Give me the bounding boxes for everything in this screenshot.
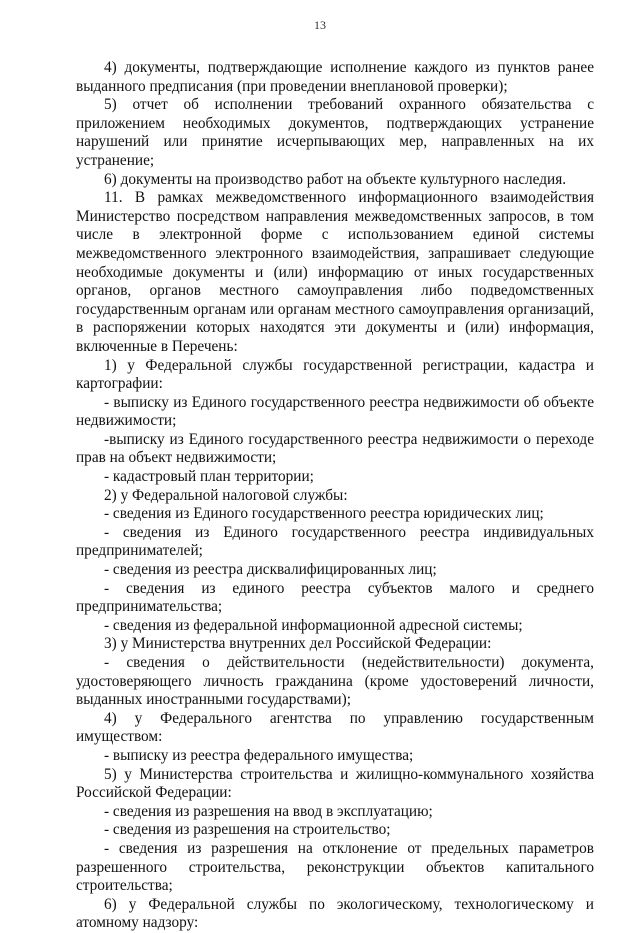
paragraph: - сведения из Единого государственного реестра юридических лиц; <box>104 505 544 523</box>
paragraph: - сведения из федеральной информационной адресной системы; <box>104 616 523 634</box>
paragraph: 6) у Федеральной службы по экологическому, технологическому и атомному надзору: <box>76 895 594 932</box>
paragraph: -выписку из Единого государственного реестра недвижимости о переходе прав на объект недвижимости; <box>76 430 594 467</box>
paragraph: - сведения из разрешения на отклонение от предельных параметров разрешенного строительства, реконструкции объектов капитального строительства; <box>76 839 594 895</box>
paragraph: - кадастровый план территории; <box>104 468 314 486</box>
paragraph: 3) у Министерства внутренних дел Российской Федерации: <box>104 635 492 653</box>
paragraph: 6) документы на производство работ на объекте культурного наследия. <box>104 170 567 188</box>
paragraph: - сведения о действительности (недействительности) документа, удостоверяющего личность гражданина (кроме удостоверений личности, выданных иностранными государствами); <box>76 654 594 709</box>
paragraph: - сведения из разрешения на ввод в эксплуатацию; <box>104 802 433 820</box>
paragraph: 11. В рамках межведомственного информационного взаимодействия Министерство посредством направления межведомственных запросов, в том числе в электронной форме с использованием единой системы межведомственного электронного взаимодействия, запрашивает следующие необходимые документы и (или) информацию от иных государственных органов, органов местного самоуправления либо подведомственных государственным органам или органам местного самоуправления организаций, в распоряжении которых находятся эти документы и (или) информация, включенные в Перечень: <box>76 189 594 355</box>
paragraph: 1) у Федеральной службы государственной регистрации, кадастра и картографии: <box>76 356 594 393</box>
document-body <box>76 59 594 933</box>
paragraph: 4) у Федерального агентства по управлению государственным имуществом: <box>76 709 594 746</box>
paragraph: 5) у Министерства строительства и жилищно-коммунального хозяйства Российской Федерации: <box>76 765 594 802</box>
paragraph: - выписку из Единого государственного реестра недвижимости об объекте недвижимости; <box>76 393 594 430</box>
page-number: 13 <box>314 18 326 32</box>
paragraph: - сведения из Единого государственного реестра индивидуальных предпринимателей; <box>76 523 594 560</box>
paragraph: - сведения из реестра дисквалифицированных лиц; <box>104 561 437 579</box>
paragraph: 4) документы, подтверждающие исполнение каждого из пунктов ранее выданного предписания (при проведении внеплановой проверки); <box>76 59 594 95</box>
paragraph: - выписку из реестра федерального имущества; <box>104 746 414 764</box>
paragraph: 2) у Федеральной налоговой службы: <box>104 486 348 504</box>
paragraph: 5) отчет об исполнении требований охранного обязательства с приложением необходимых документов, подтверждающих устранение нарушений или принятие исчерпывающих мер, направленных на их устранение; <box>76 96 594 169</box>
paragraph: - сведения из разрешения на строительство; <box>104 821 391 839</box>
paragraph: - сведения из единого реестра субъектов малого и среднего предпринимательства; <box>76 579 594 616</box>
